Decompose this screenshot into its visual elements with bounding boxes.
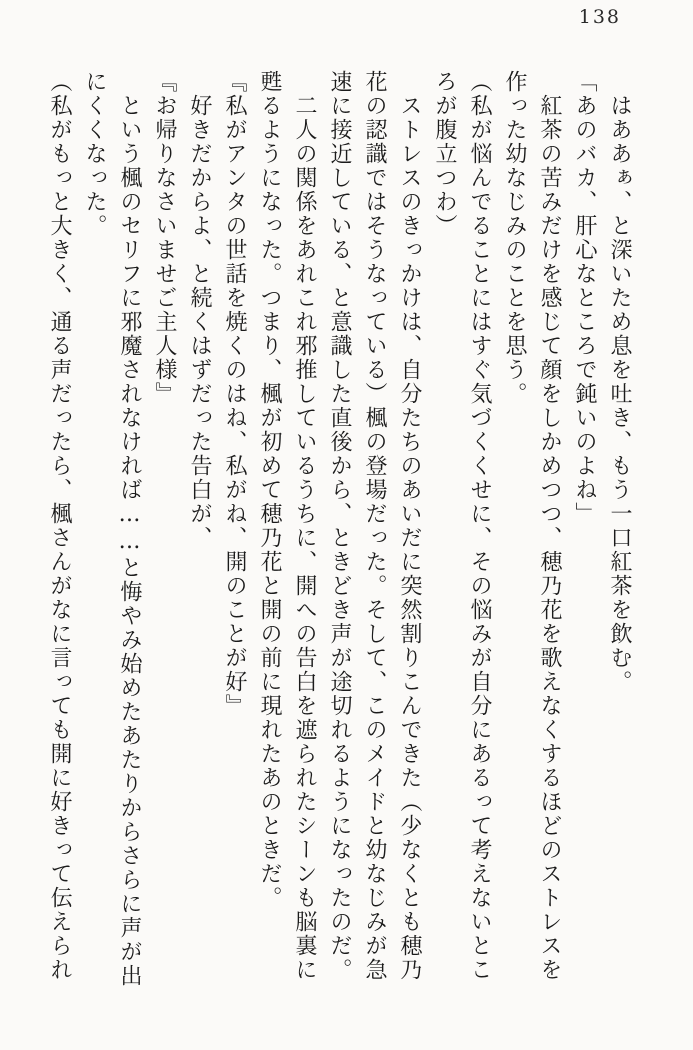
text-line: 二人の関係をあれこれ邪推しているうちに、開への告白を遮られたシーンも脳裏に — [292, 70, 317, 982]
text-line: にくくなった。 — [82, 70, 107, 238]
text-line: はああぁ、と深いため息を吐き、もう一口紅茶を飲む。 — [607, 70, 632, 694]
text-line: ろが腹立つわ） — [432, 70, 457, 238]
text-line: （私が悩んでることにはすぐ気づくくせに、その悩みが自分にあるって考えないとこ — [467, 70, 492, 982]
page-number: 138 — [578, 6, 621, 28]
text-line: （私がもっと大きく、通る声だったら、楓さんがなに言っても開に好きって伝えられ — [47, 70, 72, 982]
text-line: という楓のセリフに邪魔されなければ……と悔やみ始めたあたりからさらに声が出 — [117, 70, 142, 988]
text-line: 「あのバカ、肝心なところで鈍いのよね」 — [572, 70, 597, 526]
text-line: 『私がアンタの世話を焼くのはね、私がね、開のことが好』 — [222, 70, 247, 718]
text-block — [42, 70, 637, 1015]
text-line: 花の認識ではそうなっている）楓の登場だった。そして、このメイドと幼なじみが急 — [362, 70, 387, 982]
text-line: 作った幼なじみのことを思う。 — [502, 70, 527, 406]
text-line: 『お帰りなさいませご主人様』 — [152, 70, 177, 406]
text-line: 甦るようになった。つまり、楓が初めて穂乃花と開の前に現れたあのときだ。 — [257, 70, 282, 910]
text-line: 速に接近している、と意識した直後から、ときどき声が途切れるようになったのだ。 — [327, 70, 352, 982]
text-line: 紅茶の苦みだけを感じて顔をしかめつつ、穂乃花を歌えなくするほどのストレスを — [537, 70, 562, 982]
text-line: 好きだからよ、と続くはずだった告白が、 — [187, 70, 212, 550]
text-line: ストレスのきっかけは、自分たちのあいだに突然割りこんできた（少なくとも穂乃 — [397, 70, 422, 982]
